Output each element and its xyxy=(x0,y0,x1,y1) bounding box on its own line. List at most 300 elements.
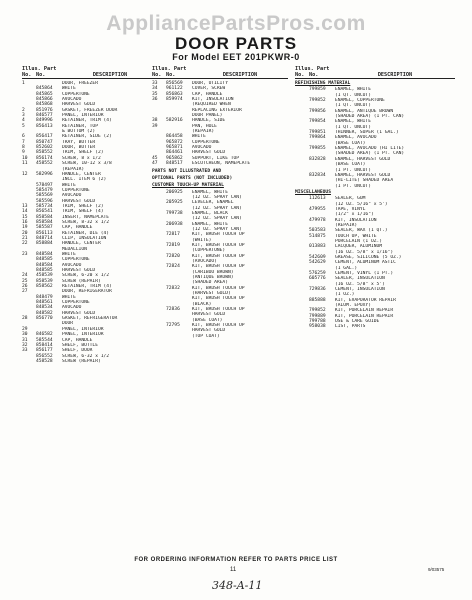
part-description: INSERT, NAMEPLATE xyxy=(62,214,110,220)
part-description: ENAMEL, WHITE xyxy=(192,221,228,227)
part-number: 578497 xyxy=(36,182,53,188)
part-description: ENAMEL, HARVEST GOLD xyxy=(335,156,391,162)
illus-number: 24 xyxy=(22,273,28,279)
illus-number: 10 xyxy=(22,155,28,161)
part-number: 858414 xyxy=(36,342,53,348)
part-description: HARVEST GOLD xyxy=(62,268,96,274)
part-description: (12 OZ. SPRAY CAN) xyxy=(192,216,242,222)
part-description: WHITE xyxy=(62,182,76,188)
part-number: 846582 xyxy=(36,332,53,338)
part-number: 799788 xyxy=(309,319,326,325)
part-description: ESCUTCHEON, NAMEPLATE xyxy=(192,161,251,167)
part-description: ENAMEL, COPPERTONE xyxy=(335,98,385,104)
illus-number: 47 xyxy=(152,161,158,167)
part-description: (12 OZ. SPRAY CAN) xyxy=(192,194,242,200)
part-number: 961122 xyxy=(166,86,183,92)
illus-number: 33 xyxy=(152,81,158,86)
part-number: 965871 xyxy=(166,145,183,151)
illus-number: 5 xyxy=(22,123,25,129)
part-number: 799851 xyxy=(309,130,326,136)
part-number: 585479 xyxy=(36,187,53,193)
part-description: DOOR xyxy=(62,321,74,327)
part-number: 848517 xyxy=(166,161,183,167)
part-number: 848534 xyxy=(36,305,53,311)
part-description: SCREW, 8 x 1/2 xyxy=(62,155,101,161)
part-description: THINNER, SUPER (1 GAL.) xyxy=(335,130,399,136)
part-description: KIT, BRUSH TOUCH UP xyxy=(192,323,245,329)
part-description: TRAY, BUTTER xyxy=(62,139,96,145)
part-description: PANEL, INTERIOR xyxy=(62,113,104,119)
part-number: 848585 xyxy=(36,257,53,263)
part-row xyxy=(152,334,288,339)
part-description: ENAMEL, BLACK xyxy=(192,210,228,216)
part-number xyxy=(309,184,335,189)
part-description: INCL. ITEM 6 (2) xyxy=(62,177,107,183)
part-description: & BOTTOM (2) xyxy=(62,129,96,135)
part-description: COPPERTONE xyxy=(62,300,90,306)
part-number: 858552 xyxy=(36,150,53,156)
part-number: 856569 xyxy=(166,81,183,86)
part-description: COPPERTONE xyxy=(62,257,90,263)
parts-column-2 xyxy=(152,66,288,339)
part-description: KIT, BRUSH TOUCH UP xyxy=(192,232,245,238)
part-number: 729836 xyxy=(309,287,326,293)
part-description: SEALER, WAX (1 QT.) xyxy=(335,228,388,234)
part-description: KIT, BRUSH TOUCH UP xyxy=(192,296,245,302)
header-no2: No. xyxy=(36,72,46,78)
part-description: SCREW, 6-20 x 1/2 xyxy=(62,273,110,279)
part-description: SEALER, INSULATION xyxy=(335,276,385,282)
part-description: RETAINER, TRIM (4) xyxy=(62,284,112,290)
part-description: SCREW, 10-12 x 3/8 xyxy=(62,161,112,167)
part-description: (REQUIRED WHEN xyxy=(192,102,231,108)
illus-number: 22 xyxy=(22,241,28,247)
illus-number: 15 xyxy=(22,214,28,220)
illus-number: 8 xyxy=(22,145,25,151)
part-description: (16 OZ. 5/8" x 1/16") xyxy=(335,249,394,255)
part-number: 958038 xyxy=(309,324,326,330)
part-description: KIT, PORCELAIN REPAIR xyxy=(335,313,394,319)
illus-number: 20 xyxy=(22,230,28,236)
part-description: (BASE COAT) xyxy=(335,140,366,146)
part-description: TAPE, VINYL xyxy=(335,206,366,212)
part-description: DOOR, REFRIGERATOR xyxy=(62,289,112,295)
part-description: KIT, BRUSH TOUCH UP xyxy=(192,264,245,270)
part-description: (1 GAL.) xyxy=(335,265,358,271)
header-no: No. xyxy=(295,72,305,78)
page-number: 11 xyxy=(230,567,237,573)
part-description: HARVEST GOLD xyxy=(62,310,96,316)
part-number: 585587 xyxy=(36,225,53,231)
part-number: 479978 xyxy=(309,217,326,223)
part-description: SCREW (REPAIR) xyxy=(62,278,101,284)
column-header xyxy=(152,72,288,79)
part-description: (1 PT. UNCUT) xyxy=(335,167,371,173)
part-number: 856413 xyxy=(36,123,53,129)
column-header-illus: Illus. Part xyxy=(22,66,57,72)
illus-number: 11 xyxy=(22,161,28,167)
part-description: (1 QT. UNCUT) xyxy=(335,92,371,98)
illus-number: 3 xyxy=(22,113,25,119)
part-description: KIT, BRUSH TOUCH UP xyxy=(192,285,245,291)
part-number: 850747 xyxy=(36,139,53,145)
part-description: CAP, HANDLE xyxy=(62,225,93,231)
part-description: ENAMEL, WHITE xyxy=(335,87,371,93)
part-number: 856770 xyxy=(36,316,53,322)
part-description: ENAMEL, WHITE xyxy=(335,119,371,125)
part-number: 848561 xyxy=(36,300,53,306)
part-number: 856174 xyxy=(36,155,53,161)
part-description: PANEL, INTERIOR xyxy=(62,332,104,338)
part-number: 799859 xyxy=(309,87,326,93)
part-number: 848479 xyxy=(36,294,53,300)
part-number: 859974 xyxy=(166,97,183,103)
illus-number xyxy=(152,334,166,339)
header-description: DESCRIPTION xyxy=(92,72,128,78)
part-description: (WHITE) xyxy=(192,237,212,243)
illus-number: 29 xyxy=(22,326,28,332)
part-number: 576259 xyxy=(309,271,326,277)
part-description: CAP, HANDLE xyxy=(192,91,223,97)
illus-number: 34 xyxy=(152,86,158,92)
part-number: 206938 xyxy=(166,221,183,227)
part-description: (1/2" x 1/16") xyxy=(335,212,374,218)
part-description: AVOCADO xyxy=(62,262,82,268)
part-number: 832834 xyxy=(309,172,326,178)
part-description: REPLACING EXTERIOR xyxy=(192,107,242,113)
illus-number xyxy=(22,359,36,364)
ordering-note: FOR ORDERING INFORMATION REFER TO PARTS PRICE LIST xyxy=(134,557,338,563)
part-number: 72836 xyxy=(166,307,180,313)
part-number: 799864 xyxy=(309,135,326,141)
part-description: ENAMEL, AVOCADO (HI LITE) xyxy=(335,146,405,152)
section-note: OPTIONAL PARTS (NOT INCLUDED) xyxy=(152,175,233,181)
part-description: CLIP, INSULATION xyxy=(62,235,107,241)
part-description: (SHADED AREA) xyxy=(192,280,228,286)
part-description: (SHADED AREA) (1 PT. CAN) xyxy=(335,114,405,120)
part-description: SCREW, 8-32 x 1/2 xyxy=(62,219,110,225)
part-number: 858539 xyxy=(36,278,53,284)
part-number: 582916 xyxy=(166,118,183,124)
part-description: RETAINER, TOP xyxy=(62,123,98,129)
part-description: GASKET, REFRIGERATOR xyxy=(62,316,118,322)
part-description: AVOCADO xyxy=(62,305,82,311)
part-number: 72795 xyxy=(166,323,180,329)
illus-number: 25 xyxy=(22,278,28,284)
header-no2: No. xyxy=(309,72,319,78)
part-description: PANEL, INTERIOR xyxy=(62,326,104,332)
part-description: USE & CARE GUIDE xyxy=(335,319,380,325)
illus-number: 36 xyxy=(152,97,158,103)
parts-rows xyxy=(22,81,158,364)
part-description: (1 PT. UNCUT) xyxy=(335,183,371,189)
part-description: (CARIBOU BROWN) xyxy=(192,269,234,275)
part-description: (REPAIR) xyxy=(192,129,215,135)
part-number: 848584 xyxy=(36,252,53,257)
part-description: PORCELAIN (1 OZ.) xyxy=(335,238,383,244)
part-number: 856177 xyxy=(36,348,53,354)
part-description: ENAMEL, WHITE xyxy=(192,189,228,195)
part-number: 72832 xyxy=(166,285,180,291)
illus-number: 12 xyxy=(22,171,28,177)
part-description: (BASE COAT) xyxy=(192,317,223,323)
column-header-illus: Illus. Part xyxy=(152,66,187,72)
illus-number: 38 xyxy=(152,118,158,124)
illus-number: 1 xyxy=(22,81,25,86)
part-description: DOOR, FREEZER xyxy=(62,81,98,86)
part-description: TRIM, SHELF (2) xyxy=(62,150,104,156)
part-number: 849996 xyxy=(36,118,53,124)
header-no2: No. xyxy=(166,72,176,78)
illus-number: 23 xyxy=(22,252,28,257)
part-description: ENAMEL, AVOCADO xyxy=(335,135,377,141)
part-number: 799855 xyxy=(309,146,326,152)
part-description: PAN, HOLE xyxy=(192,123,217,129)
illus-number xyxy=(295,324,309,329)
part-number: 864458 xyxy=(166,134,183,140)
illus-number: 4 xyxy=(22,118,25,124)
header-no: No. xyxy=(22,72,32,78)
part-number: 864461 xyxy=(166,150,183,156)
part-number: 585569 xyxy=(36,193,53,199)
part-description: (BLACK) xyxy=(192,301,212,307)
part-description: WHITE xyxy=(192,134,206,140)
part-description: (1 OZ.) xyxy=(335,292,355,298)
part-number: 206925 xyxy=(166,189,183,195)
part-description: (TOP COAT) xyxy=(192,333,220,339)
part-number: 848584 xyxy=(36,262,53,268)
part-number: 799852 xyxy=(309,308,326,314)
part-number: 542629 xyxy=(309,260,326,266)
parts-column-3 xyxy=(295,66,455,330)
part-number: 582996 xyxy=(36,171,53,177)
part-number: 856113 xyxy=(36,230,53,236)
part-description: SEALER, GUM xyxy=(335,196,366,202)
part-description: (1 QT. UNCUT) xyxy=(335,124,371,130)
part-description: GREASE, SILICONE (5 OZ.) xyxy=(335,255,402,260)
part-description: SCREW, 6-32 x 1/2 xyxy=(62,353,110,359)
part-description: HARVEST GOLD xyxy=(192,312,226,318)
illus-number: 6 xyxy=(22,134,25,140)
part-number: 72819 xyxy=(166,242,180,248)
header-description: DESCRIPTION xyxy=(222,72,258,78)
part-description: KIT, BRUSH TOUCH UP xyxy=(192,253,245,259)
illus-number: 9 xyxy=(22,150,25,156)
illus-number: 13 xyxy=(22,203,28,209)
part-description: (REPAIR) xyxy=(62,166,85,172)
part-description: TRIM, SHELF (2) xyxy=(62,203,104,209)
part-number: 799889 xyxy=(309,313,326,319)
part-number: 846577 xyxy=(36,113,53,119)
part-description: COPPERTONE xyxy=(62,91,90,97)
part-description: HANDLE, CENTER xyxy=(62,241,101,247)
illus-number: 21 xyxy=(22,235,28,241)
part-description: KIT, PORCELAIN REPAIR xyxy=(335,308,394,314)
part-description: (1 QT. UNCUT) xyxy=(335,103,371,109)
illus-number: 35 xyxy=(152,91,158,97)
part-number: 458552 xyxy=(36,161,53,167)
part-number: 848714 xyxy=(36,235,53,241)
part-number: 112613 xyxy=(309,196,326,202)
part-number: 503583 xyxy=(309,228,326,234)
part-number: 856552 xyxy=(36,353,53,359)
part-description: RETAINER, DIE (4) xyxy=(62,230,110,236)
part-number: 856863 xyxy=(166,91,183,97)
part-description: LEVELER, ENAMEL xyxy=(192,200,234,206)
illus-number: 27 xyxy=(22,289,28,295)
illus-number: 45 xyxy=(152,155,158,161)
column-header-illus: Illus. Part xyxy=(295,66,330,72)
part-number: 845865 xyxy=(36,91,53,97)
part-description: KIT, INSULATION xyxy=(192,97,234,103)
part-number: 858584 xyxy=(36,219,53,225)
illus-number: 2 xyxy=(22,107,25,113)
part-description: SCREW (REPAIR) xyxy=(62,358,101,364)
part-number: 845864 xyxy=(36,86,53,92)
illus-number: 30 xyxy=(22,332,28,338)
part-number: 799856 xyxy=(309,108,326,114)
part-description: SHELF, BOTTLE xyxy=(62,342,98,348)
part-number: 832828 xyxy=(309,156,326,162)
illus-number: 16 xyxy=(22,219,28,225)
part-description: TOUCH UP, WHITE xyxy=(335,233,377,239)
part-description: (ALUM. EPOXY) xyxy=(335,303,371,309)
part-description: (12 OZ. 5/16" x 5') xyxy=(335,201,388,207)
part-number: 845868 xyxy=(36,102,53,108)
part-description: DOOR, UTILITY xyxy=(192,81,228,86)
part-row xyxy=(22,359,158,364)
document-code: 9/03575 xyxy=(428,567,445,572)
part-description: ENAMEL, HARVEST GOLD xyxy=(335,172,391,178)
part-description: WHITE xyxy=(62,86,76,92)
part-description: HARVEST GOLD xyxy=(192,328,226,334)
part-number: 514875 xyxy=(309,233,326,239)
part-description: (BASE COAT) xyxy=(335,162,366,168)
part-description: WHITE xyxy=(62,252,76,257)
part-description: WHITE xyxy=(62,294,76,300)
part-number: 858884 xyxy=(36,241,53,247)
part-number: 458528 xyxy=(36,358,53,364)
part-description: GASKET, FREEZER DOOR xyxy=(62,107,118,113)
part-number: 013883 xyxy=(309,244,326,250)
part-description: RETAINER, SIDE (2) xyxy=(62,134,112,140)
part-description: SUPPORT, LIKE TOP xyxy=(192,155,240,161)
header-no: No. xyxy=(152,72,162,78)
handwritten-note: 348-A-11 xyxy=(212,579,263,592)
part-number: 848585 xyxy=(36,268,53,274)
part-description: DOOR, BUTTER xyxy=(62,145,96,151)
part-description: COPPERTONE xyxy=(192,139,220,145)
part-description: AVOCADO xyxy=(62,193,82,199)
page-title: DOOR PARTS xyxy=(174,34,298,53)
part-number: 965872 xyxy=(166,139,183,145)
part-number: 848582 xyxy=(36,310,53,316)
part-number: 72824 xyxy=(166,264,180,270)
parts-column-1 xyxy=(22,66,158,364)
part-description: HANDLE, CENTER xyxy=(62,171,101,177)
part-number: 856417 xyxy=(36,134,53,140)
part-description: (ANTIQUE BROWN) xyxy=(192,275,234,281)
part-description: CEMENT, INSULATION xyxy=(335,287,385,293)
part-description: MEDALLION xyxy=(62,246,87,252)
illus-number: 32 xyxy=(22,342,28,348)
part-number: 585596 xyxy=(36,198,53,204)
model-subtitle: For Model EET 201PKWR-0 xyxy=(172,52,300,62)
part-description: AVOCADO xyxy=(62,97,82,103)
part-description: (HARVEST GOLD) xyxy=(192,291,231,297)
part-description: HARVEST GOLD xyxy=(192,150,226,156)
part-number: 856541 xyxy=(36,209,53,215)
part-description: (AVOCADO) xyxy=(192,259,217,264)
parts-rows xyxy=(295,81,455,330)
part-number: 858562 xyxy=(36,284,53,290)
part-description: HARVEST GOLD xyxy=(62,102,96,108)
part-number: 72820 xyxy=(166,253,180,259)
part-description: (REPAIR) xyxy=(335,222,358,228)
part-description: CEMENT, VINYL (1 PT.) xyxy=(335,271,394,277)
part-number: 799852 xyxy=(309,98,326,104)
part-description: HARVEST GOLD xyxy=(62,198,96,204)
part-description: KIT, BRUSH TOUCH UP xyxy=(192,242,245,248)
illus-number: 14 xyxy=(22,209,28,215)
part-description: CEMENT, ALUMINUM ASTIC xyxy=(335,260,396,266)
part-description: (HI-LITE) SHADED AREA xyxy=(335,178,394,184)
part-description: HANDLE, SIDE xyxy=(192,118,226,124)
part-description: SHELF, DOOR xyxy=(62,348,93,354)
section-heading: CUSTOMER TOUCH-UP MATERIAL xyxy=(152,183,224,189)
column-header xyxy=(22,72,158,79)
part-description: (12 OZ. SPRAY CAN) xyxy=(192,205,242,211)
part-number: 845866 xyxy=(36,97,53,103)
part-description: (SHADED AREA) (1 PT. CAN) xyxy=(335,151,405,157)
part-number: 542609 xyxy=(309,255,326,260)
part-number: 885888 xyxy=(309,297,326,303)
part-number: 585734 xyxy=(36,203,53,209)
part-number: 205925 xyxy=(166,200,183,206)
part-number: 851976 xyxy=(36,107,53,113)
part-number: 852602 xyxy=(36,145,53,151)
part-row xyxy=(295,324,455,329)
illus-number: 19 xyxy=(22,225,28,231)
part-number xyxy=(166,334,192,339)
part-number: 458539 xyxy=(36,273,53,279)
section-heading: REFINISHING MATERIAL xyxy=(295,81,351,86)
column-header xyxy=(295,72,455,79)
part-number: 799854 xyxy=(309,119,326,125)
part-number: 479955 xyxy=(309,206,326,212)
part-description: KIT, EVAPORATOR REPAIR xyxy=(335,297,396,303)
part-description: (COPPERTONE) xyxy=(192,248,226,254)
parts-rows xyxy=(152,81,288,339)
part-number: 799738 xyxy=(166,210,183,216)
part-number: 585544 xyxy=(36,337,53,343)
part-description: DOOR PANEL) xyxy=(192,113,223,119)
section-heading: MISCELLANEOUS xyxy=(295,189,331,195)
section-note: PARTS NOT ILLUSTRATED AND xyxy=(152,168,222,174)
part-row xyxy=(152,161,288,166)
part-description: (12 OZ. SPRAY CAN) xyxy=(192,226,242,232)
part-description: KIT, INSULATION xyxy=(335,217,377,223)
illus-number: 33 xyxy=(22,348,28,354)
part-description: LIST, PARTS xyxy=(335,324,366,330)
illus-number: 7 xyxy=(22,139,25,145)
part-description: KIT, BRUSH TOUCH UP xyxy=(192,307,245,313)
part-description: ENAMEL, ANTIQUE BROWN xyxy=(335,108,394,114)
part-number: 605776 xyxy=(309,276,326,282)
part-description: (16 OZ. 5/8" x 5') xyxy=(335,281,385,287)
watermark: AppliancePartsPros.com xyxy=(106,12,366,35)
header-description: DESCRIPTION xyxy=(377,72,413,78)
